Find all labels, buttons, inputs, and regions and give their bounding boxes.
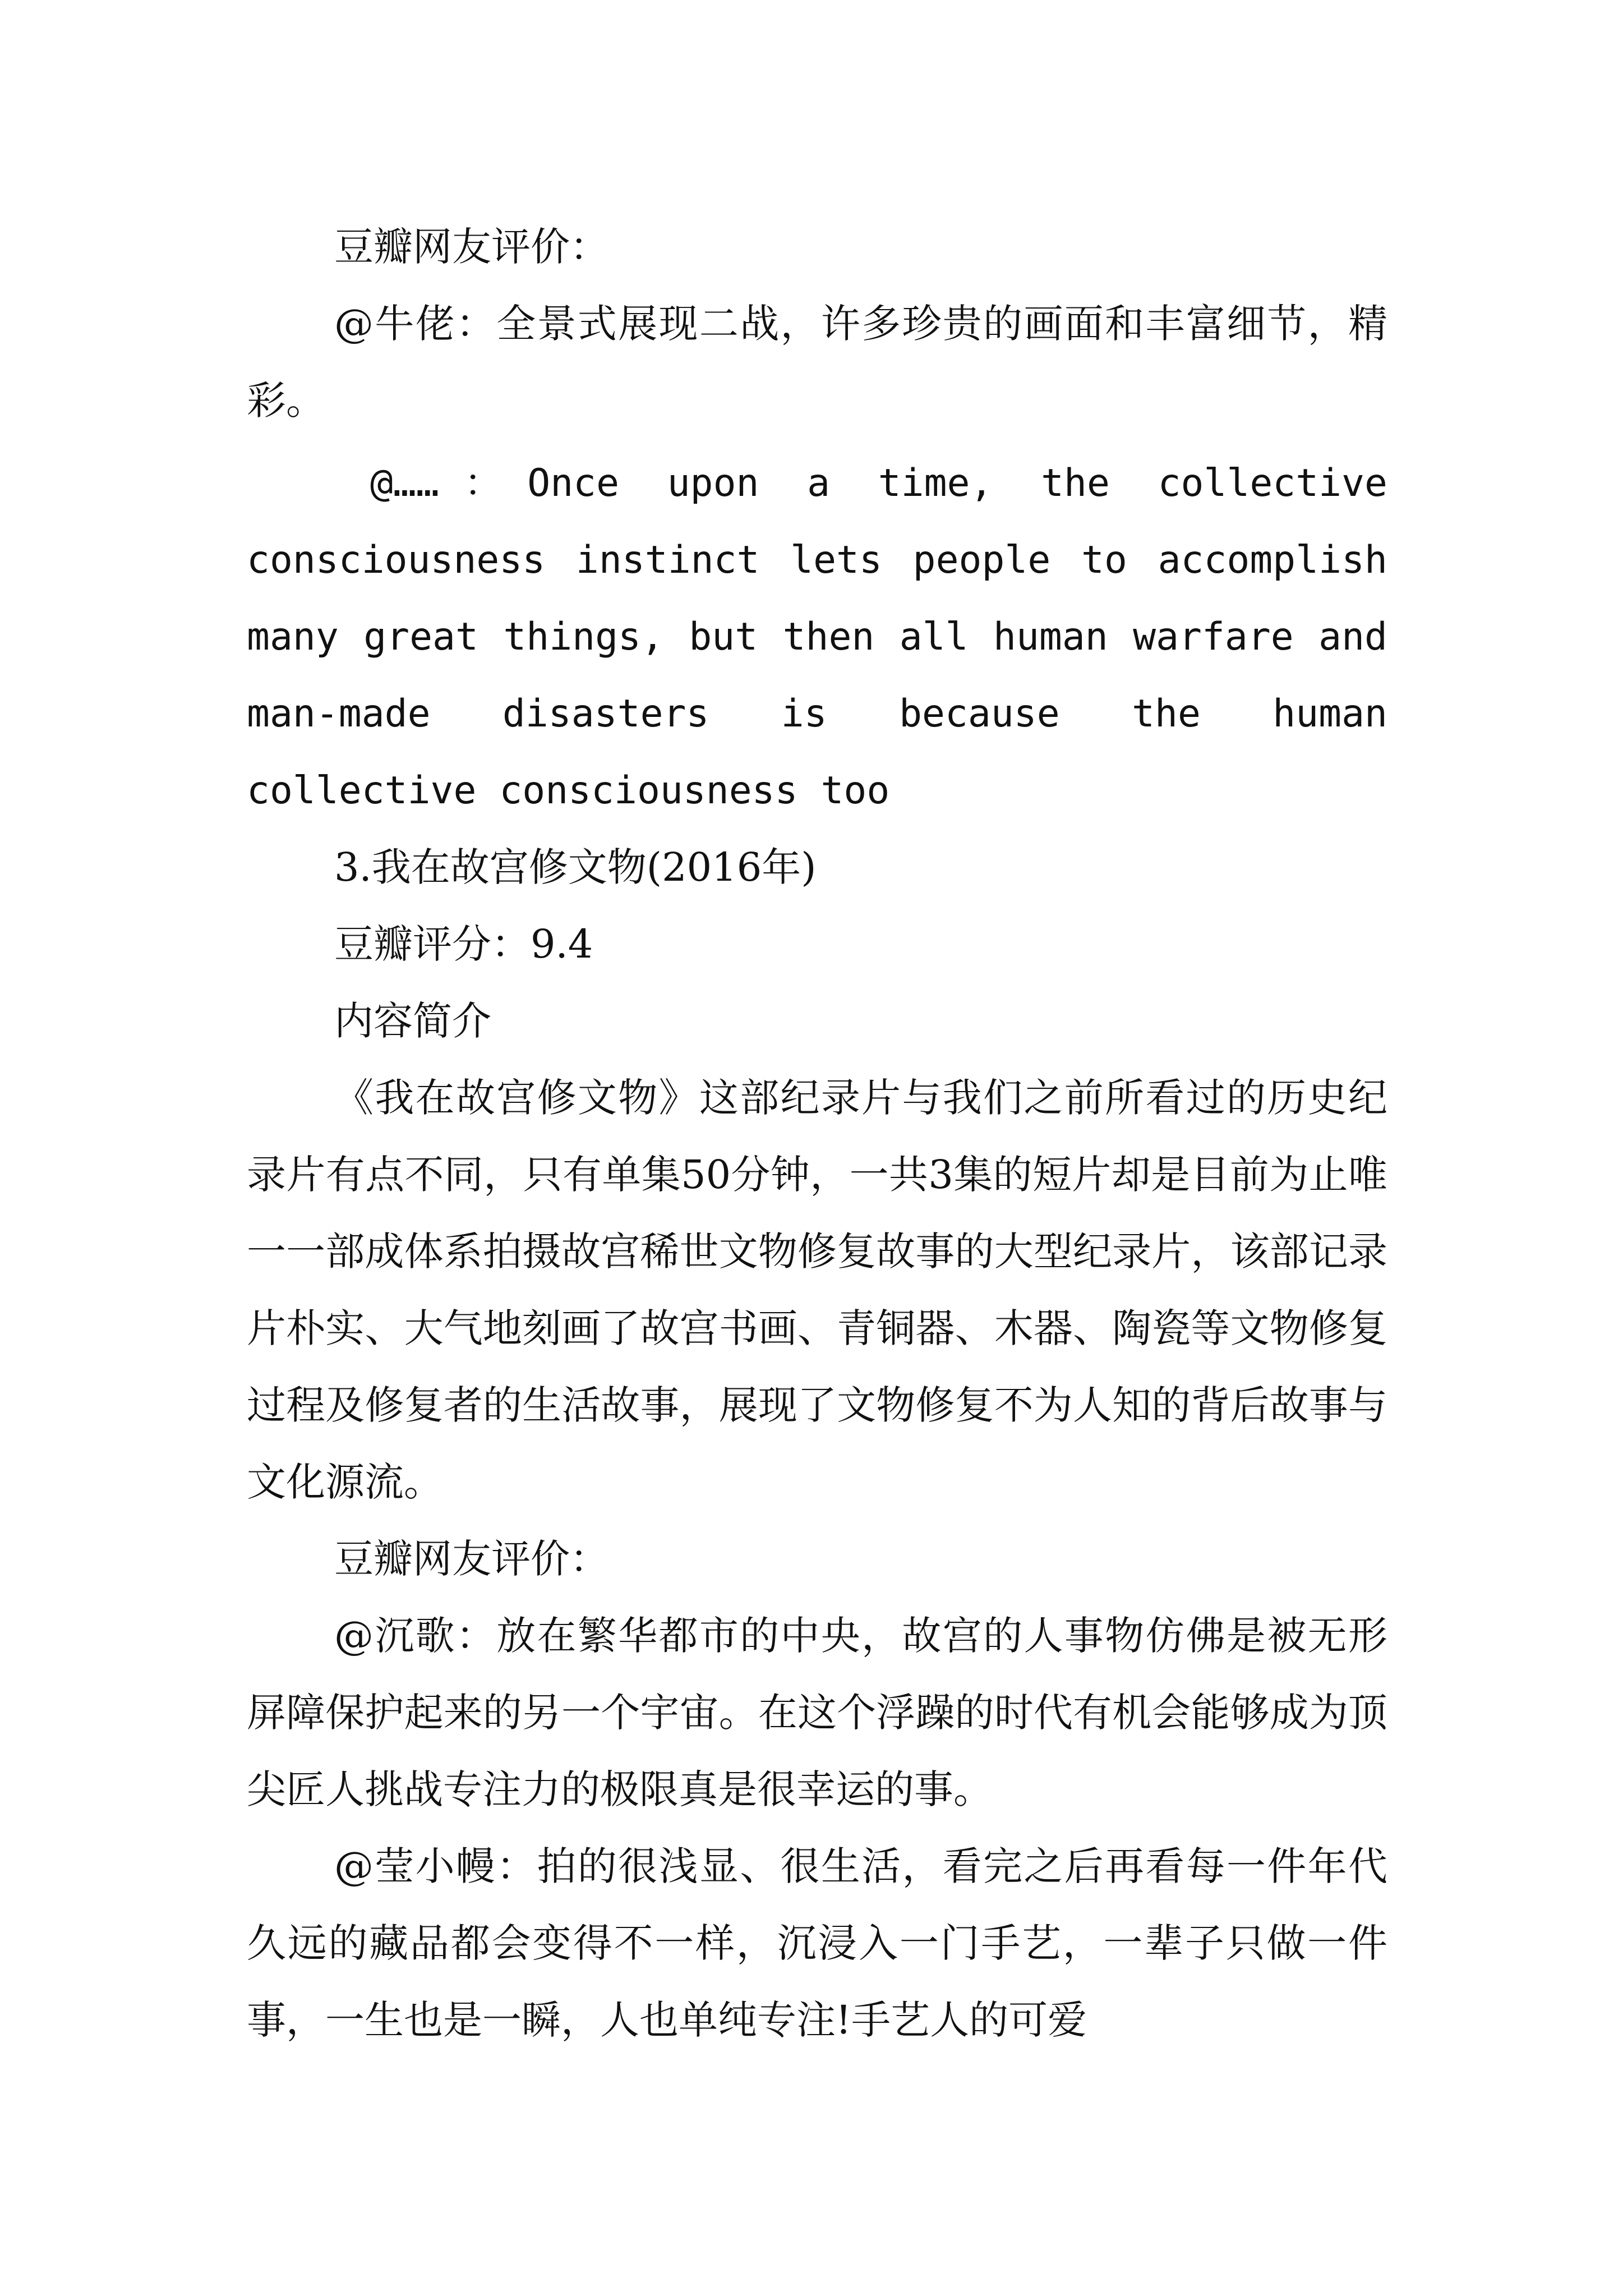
section-heading-summary: 内容简介 <box>334 998 491 1044</box>
section-heading-reviews: 豆瓣网友评价： <box>334 224 609 270</box>
review-paragraph: @牛佬：全景式展现二战，许多珍贵的画面和丰富细节，精彩。 <box>247 301 1387 424</box>
section-heading-reviews: 豆瓣网友评价： <box>334 1536 609 1582</box>
review-paragraph: @莹小幔：拍的很浅显、很生活，看完之后再看每一件年代久远的藏品都会变得不一样，沉浸入一门手艺，一辈子只做一件事，一生也是一瞬，人也单纯专注!手艺人的可爱 <box>247 1843 1387 2043</box>
summary-paragraph: 《我在故宫修文物》这部纪录片与我们之前所看过的历史纪录片有点不同，只有单集50分钟，一共3集的短片却是目前为止唯一一部成体系拍摄故宫稀世文物修复故事的大型纪录片，该部记录片朴实、大气地刻画了故宫书画、青铜器、木器、陶瓷等文物修复过程及修复者的生活故事，展现了文物修复不为人知的背后故事与文化源流。 <box>247 1075 1387 1505</box>
rating-line: 豆瓣评分：9.4 <box>334 921 593 967</box>
document-body <box>247 209 1387 2059</box>
review-paragraph: @沉歌：放在繁华都市的中央，故宫的人事物仿佛是被无形屏障保护起来的另一个宇宙。在这个浮躁的时代有机会能够成为顶尖匠人挑战专注力的极限真是很幸运的事。 <box>247 1613 1387 1812</box>
item-title: 3.我在故宫修文物(2016年) <box>334 844 817 890</box>
review-paragraph-english: @……：Once upon a time, the collective consciousness instinct lets people to accomplish many great things, but then all human warfare and man-made disasters is because the human collective consciousness too <box>247 461 1387 813</box>
